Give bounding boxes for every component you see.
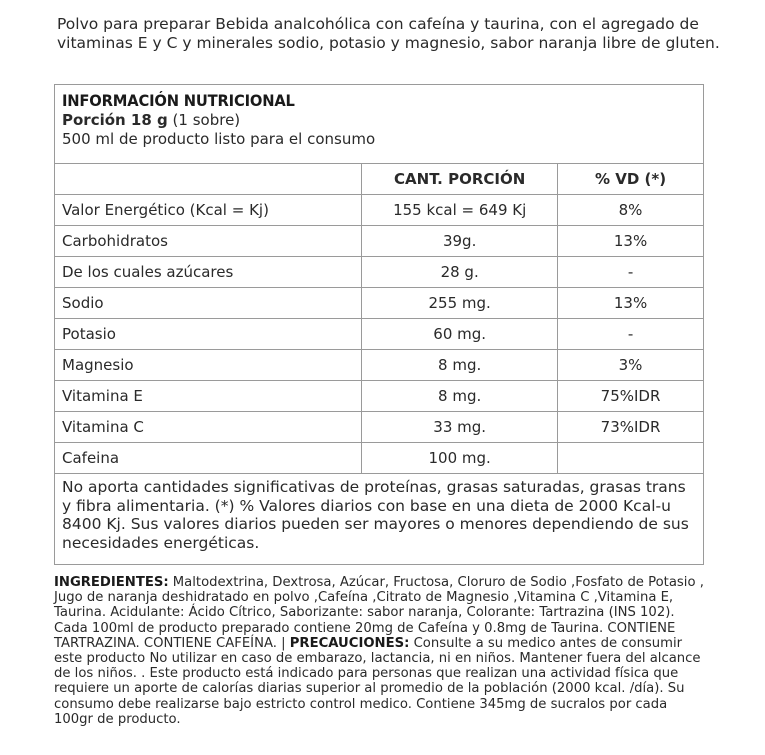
nutrient-name: Valor Energético (Kcal = Kj): [55, 195, 362, 226]
table-row: [55, 412, 704, 443]
nutrition-facts-table: [54, 84, 704, 565]
nutrient-name: De los cuales azúcares: [55, 257, 362, 288]
nutrient-amount: 28 g.: [362, 257, 558, 288]
table-row: [55, 288, 704, 319]
nutrient-name: Vitamina E: [55, 381, 362, 412]
nutrient-name: Carbohidratos: [55, 226, 362, 257]
table-row: [55, 226, 704, 257]
table-row: [55, 381, 704, 412]
nutrient-vd: 3%: [558, 350, 704, 381]
nutrient-amount: 100 mg.: [362, 443, 558, 474]
nutrient-vd: [558, 443, 704, 474]
nutrient-vd: 8%: [558, 195, 704, 226]
nutrient-vd: 75%IDR: [558, 381, 704, 412]
ingredients-text: Maltodextrina, Dextrosa, Azúcar, Fructosa, Cloruro de Sodio ,Fosfato de Potasio , Jugo de naranja deshidratado en polvo ,Cafeína ,Citrato de Magnesio ,Vitamina C ,Vitamina E, Taurina. Acidulante: Ácido Cítrico, Saborizante: sabor naranja, Colorante: Tartrazina (INS 102). Cada 100ml de producto preparado contiene 20mg de Cafeína y 0.8mg de Taurina. CONTIENE TARTRAZINA. CONTIENE CAFEÍNA. |: [54, 575, 704, 651]
nutrient-vd: 73%IDR: [558, 412, 704, 443]
nutrient-name: Magnesio: [55, 350, 362, 381]
ingredients-section: [54, 575, 704, 727]
nutrient-name: Cafeina: [55, 443, 362, 474]
portion-size: Porción 18 g: [62, 111, 168, 129]
nutrient-amount: 8 mg.: [362, 350, 558, 381]
product-description: Polvo para preparar Bebida analcohólica con cafeína y taurina, con el agregado de vitaminas E y C y minerales sodio, potasio y magnesio, sabor naranja libre de gluten.: [57, 15, 720, 52]
table-row: [55, 350, 704, 381]
table-footnote: No aporta cantidades significativas de proteínas, grasas saturadas, grasas trans y fibra alimentaria. (*) % Valores diarios con base en una dieta de 2000 Kcal-u 8400 Kj. Sus valores diarios pueden ser mayores o menores dependiendo de sus necesidades energéticas.: [55, 474, 704, 565]
precautions-text: Consulte a su medico antes de consumir este producto No utilizar en caso de embarazo, lactancia, ni en niños. Mantener fuera del alcance de los niños. . Este producto está indicado para personas que realizan una actividad física que requiere un aporte de calorías diarias superior al promedio de la población (2000 kcal. /día). Su consumo debe realizarse bajo estricto control medico. Contiene 345mg de sucralos por cada 100gr de producto.: [54, 635, 701, 727]
column-header-vd: % VD (*): [558, 164, 704, 195]
nutrient-vd: -: [558, 257, 704, 288]
nutrient-vd: -: [558, 319, 704, 350]
nutrient-amount: 255 mg.: [362, 288, 558, 319]
precautions-label: PRECAUCIONES:: [289, 635, 410, 651]
nutrient-amount: 60 mg.: [362, 319, 558, 350]
nutrient-amount: 33 mg.: [362, 412, 558, 443]
table-row: [55, 195, 704, 226]
nutrient-name: Potasio: [55, 319, 362, 350]
footnote-row: [55, 474, 704, 565]
column-header-row: [55, 164, 704, 195]
nutrient-amount: 155 kcal = 649 Kj: [362, 195, 558, 226]
prepared-note: 500 ml de producto listo para el consumo: [62, 130, 376, 148]
portion-unit: (1 sobre): [167, 111, 241, 129]
table-heading-cell: [55, 85, 704, 164]
portion-line: [62, 111, 696, 130]
nutrient-amount: 8 mg.: [362, 381, 558, 412]
nutrient-name: Sodio: [55, 288, 362, 319]
table-row: [55, 319, 704, 350]
table-row: [55, 257, 704, 288]
table-row: [55, 443, 704, 474]
nutrient-vd: 13%: [558, 226, 704, 257]
table-title: INFORMACIÓN NUTRICIONAL: [62, 91, 295, 110]
column-header-amount: CANT. PORCIÓN: [362, 164, 558, 195]
table-header-block: [55, 85, 704, 164]
nutrient-amount: 39g.: [362, 226, 558, 257]
column-header-nutrient: [55, 164, 362, 195]
ingredients-label: INGREDIENTES:: [54, 575, 169, 590]
nutrient-vd: 13%: [558, 288, 704, 319]
nutrient-name: Vitamina C: [55, 412, 362, 443]
